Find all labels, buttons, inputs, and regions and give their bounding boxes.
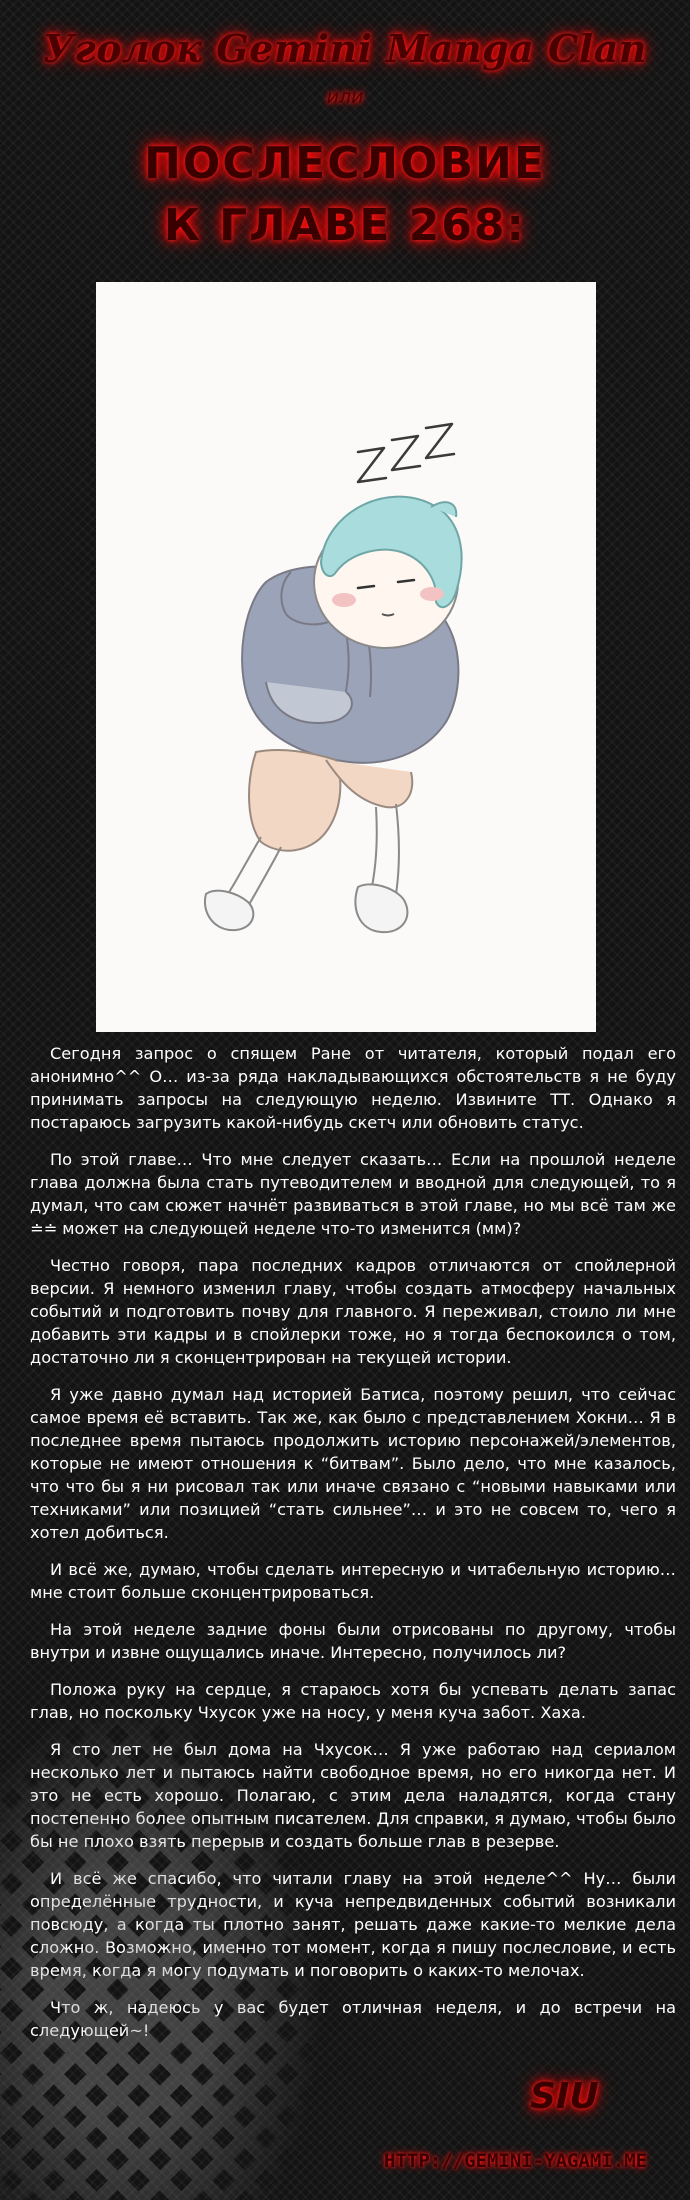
paragraph: Что ж, надеюсь у вас будет отличная неделя, и до встречи на следующей~! <box>30 1998 676 2040</box>
sleeping-character-sketch-icon <box>96 282 596 1032</box>
site-title: Уголок Gemini Manga Clan <box>43 26 647 71</box>
title-conjunction: или <box>326 86 364 108</box>
paragraph: Положа руку на сердце, я стараюсь хотя бы успевать делать запас глав, но поскольку Чхусок уже на носу, у меня куча забот. Хаха. <box>30 1680 676 1722</box>
paragraph: И всё же, думаю, чтобы сделать интересную и читабельную историю… мне стоит больше сконцентрироваться. <box>30 1560 676 1602</box>
afterword-text <box>30 1042 676 2056</box>
sketch-illustration <box>96 282 596 1032</box>
paragraph: Я сто лет не был дома на Чхусок… Я уже работаю над сериалом несколько лет и пытаюсь найти свободное время, но его никогда нет. И это не есть хорошо. Полагаю, с этим дела наладятся, когда стану постепенно более опытным писателем. Для справки, я думаю, чтобы было бы не плохо взять перерыв и создать больше глав в резерве. <box>30 1740 676 1851</box>
sleep-z-marks <box>358 424 454 482</box>
site-url-link[interactable]: HTTP://GEMINI-YAGAMI.ME <box>384 2150 648 2172</box>
paragraph: Честно говоря, пара последних кадров отличаются от спойлерной версии. Я немного изменил главу, чтобы создать атмосферу начальных событий и подготовить почву для главного. Я переживал, стоило ли мне добавить эти кадры и в спойлерки тоже, но я тогда беспокоился о том, достаточно ли я сконцентрирован на текущей истории. <box>30 1256 676 1367</box>
paragraph: Сегодня запрос о спящем Ране от читателя, который подал его анонимно^^ О… из-за ряда накладывающихся обстоятельств я не буду принимать запросы на следующую неделю. Извините ТТ. Однако я постараюсь загрузить какой-нибудь скетч или обновить статус. <box>30 1044 676 1132</box>
afterword-title-line2: К ГЛАВЕ 268: <box>163 200 527 251</box>
paragraph: На этой неделе задние фоны были отрисованы по другому, чтобы внутри и извне ощущались иначе. Интересно, получилось ли? <box>30 1620 676 1662</box>
paragraph: Я уже давно думал над историей Батиса, поэтому решил, что сейчас самое время её вставить. Так же, как было с представлением Хокни… Я в последнее время пытаюсь продолжить историю персонажей/элементов, которые не имеют отношения к “битвам”. Было дело, что мне казалось, что что бы я ни рисовал так или иначе связано с “новыми навыками или техниками” или позицией “стать сильнее”… и это не совсем то, чего я хотел добиться. <box>30 1385 676 1542</box>
afterword-title-line1: ПОСЛЕСЛОВИЕ <box>144 138 546 189</box>
author-signature: SIU <box>530 2076 599 2117</box>
paragraph: По этой главе… Что мне следует сказать… Если на прошлой неделе глава должна была стать путеводителем и вводной для следующей, то я думал, что сам сюжет начнёт развиваться в этой главе, но мы всё там же ≐≐ может на следующей неделе что-то изменится (мм)? <box>30 1150 676 1238</box>
paragraph: И всё же спасибо, что читали главу на этой неделе^^ Ну… были определённые трудности, и куча непредвиденных событий возникали повсюду, а когда ты плотно занят, решать даже какие-то мелкие дела сложно. Возможно, именно тот момент, когда я пишу послесловие, и есть время, когда я могу подумать и поговорить о каких-то мелочах. <box>30 1869 676 1980</box>
